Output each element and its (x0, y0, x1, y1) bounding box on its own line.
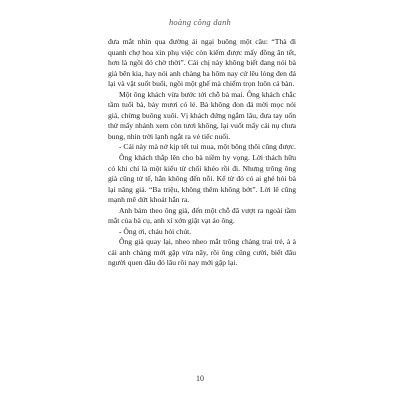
paragraph: Một ông khách vừa bước tới chỗ bà mai. Ông khách chắc tầm tuổi bà, bảy mươi có lẻ. Bà không đon đả mời mọc nói giá, chừng buông xuôi. Vị khách đứng ngắm lâu, đưa tay uốn thử mấy nhánh xem còn tươi không, lại vuốt mấy cái nụ chưa bung, nhìn trời lạnh ngắt ra vẻ tiếc nuối. (108, 89, 296, 141)
body-text (108, 37, 296, 269)
paragraph: Ông khách thắp lên cho bà niềm hy vọng. Lời thách hữu có khi chỉ là một kiểu từ chối khéo rồi đi. Nhưng trông ông già cũng tử tế, hẳn không đến nỗi. Kể từ đó có ai ghé hỏi bà lại nâng giá. “Ba triệu, không thêm không bớt”. Lời lẽ cũng mạnh mẽ dứt khoát hẳn ra. (108, 153, 296, 205)
running-header: hoàng công danh (168, 17, 232, 27)
paragraph: đưa mắt nhìn qua đường ái ngại buông một câu: “Thà đi quanh chợ hoa xin phụ việc còn kiếm được mấy đồng ăn tết, hơn là ngồi đó chờ thời”. Cái chị này không biết đang nói bà già bên kia, hay nói anh chàng ba hôm nay cứ lêu lỏng đen đá lại và vật suốt buổi, ngồi một ghế mà chiếm trọn luôn cả bàn. (108, 37, 296, 89)
paragraph: - Ông ơi, cháu hỏi chút. (119, 226, 192, 236)
paragraph: Anh bám theo ông già, đến một chỗ đã vượt ra ngoài tầm mắt của bà cụ, anh xí xớn giật vạt áo ông. (108, 205, 296, 226)
page-number: 10 (196, 374, 204, 383)
paragraph: Ông già quay lại, nheo nheo mắt trông chàng trai trẻ, à à cái anh chàng mới gặp vừa nãy, rồi ông cũng cười, biết đâu người quen đâu đó lâu rồi nay mới gặp lại. (108, 237, 296, 268)
paragraph: - Cái này mà nở kịp tết tui mua, một bông thôi cũng được. (119, 142, 296, 152)
